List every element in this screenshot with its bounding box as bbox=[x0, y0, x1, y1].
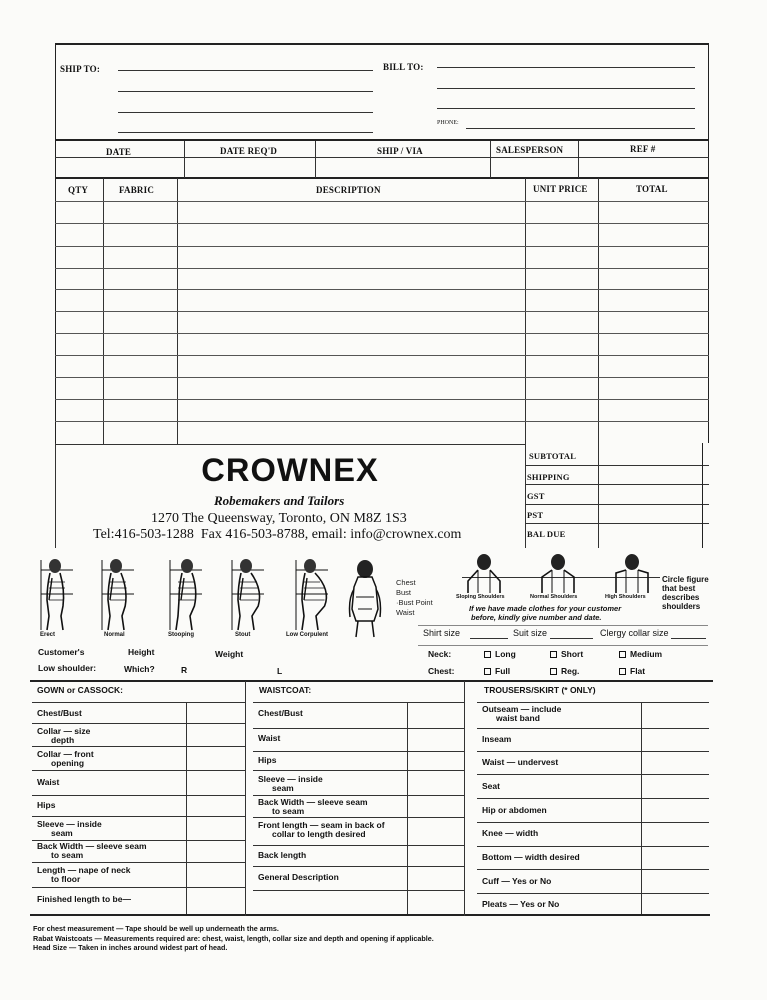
chest-full-checkbox[interactable] bbox=[484, 668, 491, 675]
description-header: DESCRIPTION bbox=[316, 185, 381, 195]
measurement-row-line[interactable] bbox=[253, 728, 464, 729]
measurement-row-line[interactable] bbox=[253, 795, 464, 796]
trousers-row-label: Inseam bbox=[482, 734, 512, 744]
item-row-line[interactable] bbox=[55, 311, 709, 312]
suit-size-label: Suit size bbox=[513, 628, 548, 638]
left-label: L bbox=[277, 666, 283, 676]
gown-row-label: Chest/Bust bbox=[37, 708, 82, 718]
measurement-row-line[interactable] bbox=[477, 728, 709, 729]
date-header: DATE bbox=[106, 147, 132, 157]
neck-medium-option[interactable]: Medium bbox=[619, 650, 662, 659]
ship-to-line-1[interactable] bbox=[118, 70, 373, 71]
chest-label: Chest: bbox=[428, 666, 455, 676]
footnotes bbox=[33, 924, 434, 953]
gown-row-label: Collar — front opening bbox=[37, 749, 94, 768]
unit-price-header: UNIT PRICE bbox=[533, 184, 588, 194]
item-row-line[interactable] bbox=[55, 268, 709, 269]
chest-full-option[interactable]: Full bbox=[484, 667, 510, 676]
shoulder-note: If we have made clothes for your customer before, kindly give number and date. bbox=[469, 604, 622, 622]
phone-line[interactable] bbox=[466, 128, 695, 129]
left-border bbox=[55, 43, 56, 443]
waistcoat-row-label: Chest/Bust bbox=[258, 708, 303, 718]
measurement-row-line[interactable] bbox=[253, 890, 464, 891]
trousers-row-label: Outseam — include waist band bbox=[482, 704, 562, 723]
ref-header: REF # bbox=[630, 144, 656, 154]
neck-long-option[interactable]: Long bbox=[484, 650, 516, 659]
neck-label: Neck: bbox=[428, 649, 452, 659]
salesperson-header: SALESPERSON bbox=[496, 145, 564, 155]
waistcoat-row-label: Waist bbox=[258, 733, 281, 743]
ship-to-label: SHIP TO: bbox=[60, 64, 101, 74]
gown-row-label: Collar — size depth bbox=[37, 726, 91, 745]
chest-flat-option[interactable]: Flat bbox=[619, 667, 645, 676]
gown-row-label: Length — nape of neck to floor bbox=[37, 865, 131, 884]
item-row-line[interactable] bbox=[55, 333, 709, 334]
order-info-header-line bbox=[55, 157, 709, 158]
gown-row-label: Finished length to be— bbox=[37, 894, 131, 904]
phone-label: PHONE: bbox=[437, 120, 459, 126]
item-row-line[interactable] bbox=[55, 421, 709, 422]
measurement-row-line[interactable] bbox=[253, 702, 464, 703]
bill-to-label: BILL TO: bbox=[383, 62, 424, 72]
shoulder-figure[interactable] bbox=[466, 553, 502, 593]
total-header: TOTAL bbox=[636, 184, 668, 194]
shirt-size-field[interactable] bbox=[470, 638, 508, 639]
footnote-rabat: Rabat Waistcoats — Measurements required are: chest, waist, length, collar size and depth and opening if applicable. bbox=[33, 933, 434, 943]
chest-reg-option[interactable]: Reg. bbox=[550, 667, 579, 676]
trousers-row-label: Knee — width bbox=[482, 828, 539, 838]
trousers-row-label: Waist — undervest bbox=[482, 757, 559, 767]
measurement-row-line[interactable] bbox=[32, 770, 245, 771]
measurement-row-line[interactable] bbox=[253, 817, 464, 818]
measurement-row-line[interactable] bbox=[477, 774, 709, 775]
pst-label: PST bbox=[527, 510, 544, 520]
customers-label: Customer's bbox=[38, 647, 85, 657]
neck-medium-checkbox[interactable] bbox=[619, 651, 626, 658]
gown-row-label: Sleeve — inside seam bbox=[37, 819, 102, 838]
company-tagline: Robemakers and Tailors bbox=[214, 493, 345, 508]
trousers-row-label: Pleats — Yes or No bbox=[482, 899, 560, 909]
gown-row-label: Hips bbox=[37, 800, 56, 810]
chest-flat-checkbox[interactable] bbox=[619, 668, 626, 675]
footnote-head: Head Size — Taken in inches around widest part of head. bbox=[33, 943, 228, 952]
order-info-top-border bbox=[55, 139, 709, 141]
measurement-row-line[interactable] bbox=[253, 751, 464, 752]
waistcoat-title: WAISTCOAT: bbox=[259, 685, 312, 695]
waistcoat-row-label: Hips bbox=[258, 755, 277, 765]
suit-size-field[interactable] bbox=[550, 638, 593, 639]
height-label: Height bbox=[128, 647, 155, 657]
bust-figure bbox=[344, 559, 386, 639]
waistcoat-row-label: Back Width — sleeve seam to seam bbox=[258, 797, 368, 816]
posture-caption: Erect bbox=[40, 632, 56, 638]
neck-short-option[interactable]: Short bbox=[550, 650, 583, 659]
neck-long-checkbox[interactable] bbox=[484, 651, 491, 658]
measurement-row-line[interactable] bbox=[32, 795, 245, 796]
measurement-row-line[interactable] bbox=[477, 869, 709, 870]
company-address: 1270 The Queensway, Toronto, ON M8Z 1S3 bbox=[151, 511, 407, 526]
chest-reg-checkbox[interactable] bbox=[550, 668, 557, 675]
ship-to-line-4[interactable] bbox=[118, 132, 373, 133]
shirt-size-label: Shirt size bbox=[423, 628, 461, 638]
item-row-line[interactable] bbox=[55, 246, 709, 247]
ship-to-line-3[interactable] bbox=[118, 112, 373, 113]
shoulder-caption-normal: Normal Shoulders bbox=[530, 594, 578, 600]
measurement-row-line[interactable] bbox=[32, 840, 245, 841]
shipping-label: SHIPPING bbox=[527, 472, 570, 482]
clergy-collar-field[interactable] bbox=[671, 638, 706, 639]
gown-title: GOWN or CASSOCK: bbox=[37, 685, 123, 695]
posture-caption: Stout bbox=[235, 632, 251, 638]
measurement-row-line[interactable] bbox=[32, 702, 245, 703]
waistcoat-row-label: Sleeve — inside seam bbox=[258, 774, 323, 793]
measurement-row-line[interactable] bbox=[253, 866, 464, 867]
measurement-row-line[interactable] bbox=[32, 887, 245, 888]
posture-caption: Stooping bbox=[168, 632, 194, 638]
gst-label: GST bbox=[527, 491, 545, 501]
measurement-row-line[interactable] bbox=[253, 845, 464, 846]
posture-figure[interactable] bbox=[35, 556, 79, 634]
order-info-bottom-border bbox=[55, 177, 709, 179]
measurement-row-line[interactable] bbox=[32, 746, 245, 747]
measurement-row-line[interactable] bbox=[477, 798, 709, 799]
measure-bottom-border bbox=[30, 914, 710, 916]
trousers-row-label: Bottom — width desired bbox=[482, 852, 580, 862]
low-shoulder-label: Low shoulder: bbox=[38, 663, 97, 673]
bill-to-line-2[interactable] bbox=[437, 88, 695, 89]
item-row-line[interactable] bbox=[55, 377, 709, 378]
date-reqd-header: DATE REQ'D bbox=[220, 146, 278, 156]
measurement-row-line[interactable] bbox=[253, 770, 464, 771]
bal-due-label: BAL DUE bbox=[527, 529, 566, 539]
measurement-row-line[interactable] bbox=[32, 723, 245, 724]
right-label: R bbox=[181, 665, 188, 675]
weight-label: Weight bbox=[215, 649, 244, 659]
neck-short-checkbox[interactable] bbox=[550, 651, 557, 658]
item-row-line[interactable] bbox=[55, 201, 709, 202]
subtotal-label: SUBTOTAL bbox=[529, 451, 577, 461]
trousers-title: TROUSERS/SKIRT (* ONLY) bbox=[484, 685, 596, 695]
fabric-header: FABRIC bbox=[119, 185, 155, 195]
posture-figure[interactable] bbox=[226, 556, 270, 634]
item-row-line[interactable] bbox=[55, 289, 709, 290]
measurement-row-line[interactable] bbox=[32, 862, 245, 863]
which-label: Which? bbox=[124, 664, 155, 674]
gown-row-label: Back Width — sleeve seam to seam bbox=[37, 841, 147, 860]
company-contact: Tel:416-503-1288 Fax 416-503-8788, email: info@crownex.com bbox=[93, 527, 462, 542]
qty-header: QTY bbox=[68, 185, 89, 195]
item-row-line[interactable] bbox=[55, 223, 709, 224]
footnote-chest: For chest measurement — Tape should be well up underneath the arms. bbox=[33, 924, 279, 933]
waistcoat-row-label: Front length — seam in back of collar to length desired bbox=[258, 820, 385, 839]
measurement-row-line[interactable] bbox=[32, 816, 245, 817]
item-row-line[interactable] bbox=[55, 399, 709, 400]
waistcoat-row-label: General Description bbox=[258, 872, 339, 882]
measurement-row-line[interactable] bbox=[477, 702, 709, 703]
shoulder-caption-high: High Shoulders bbox=[605, 594, 646, 600]
shoulder-figure[interactable] bbox=[540, 553, 576, 593]
clergy-collar-label: Clergy collar size bbox=[600, 628, 669, 638]
posture-caption: Normal bbox=[104, 632, 125, 638]
measurement-row-line[interactable] bbox=[477, 822, 709, 823]
ship-to-line-2[interactable] bbox=[118, 91, 373, 92]
gown-row-label: Waist bbox=[37, 777, 60, 787]
chest-labels: Chest Bust ·Bust Point Waist bbox=[396, 578, 433, 617]
shoulder-figure[interactable] bbox=[614, 553, 650, 593]
measurement-row-line[interactable] bbox=[477, 893, 709, 894]
items-bottom-line bbox=[55, 444, 525, 445]
company-logo: CROWNEX bbox=[201, 452, 379, 488]
bill-to-line-3[interactable] bbox=[437, 108, 695, 109]
bill-to-line-1[interactable] bbox=[437, 67, 695, 68]
trousers-row-label: Cuff — Yes or No bbox=[482, 876, 552, 886]
item-row-line[interactable] bbox=[55, 355, 709, 356]
posture-caption: Low Corpulent bbox=[286, 632, 328, 638]
measure-top-border bbox=[30, 680, 713, 682]
shoulder-instruction: Circle figure that best describes shoulders bbox=[662, 575, 709, 611]
measurement-row-line[interactable] bbox=[477, 846, 709, 847]
ship-via-header: SHIP / VIA bbox=[377, 146, 423, 156]
trousers-row-label: Hip or abdomen bbox=[482, 805, 547, 815]
posture-figure[interactable] bbox=[290, 556, 334, 634]
measurement-row-line[interactable] bbox=[477, 751, 709, 752]
shoulder-caption-sloping: Sloping Shoulders bbox=[456, 594, 505, 600]
trousers-row-label: Seat bbox=[482, 781, 500, 791]
right-border bbox=[708, 43, 709, 443]
top-border bbox=[55, 43, 709, 45]
waistcoat-row-label: Back length bbox=[258, 850, 307, 860]
posture-figure[interactable] bbox=[164, 556, 208, 634]
posture-figure[interactable] bbox=[96, 556, 140, 634]
